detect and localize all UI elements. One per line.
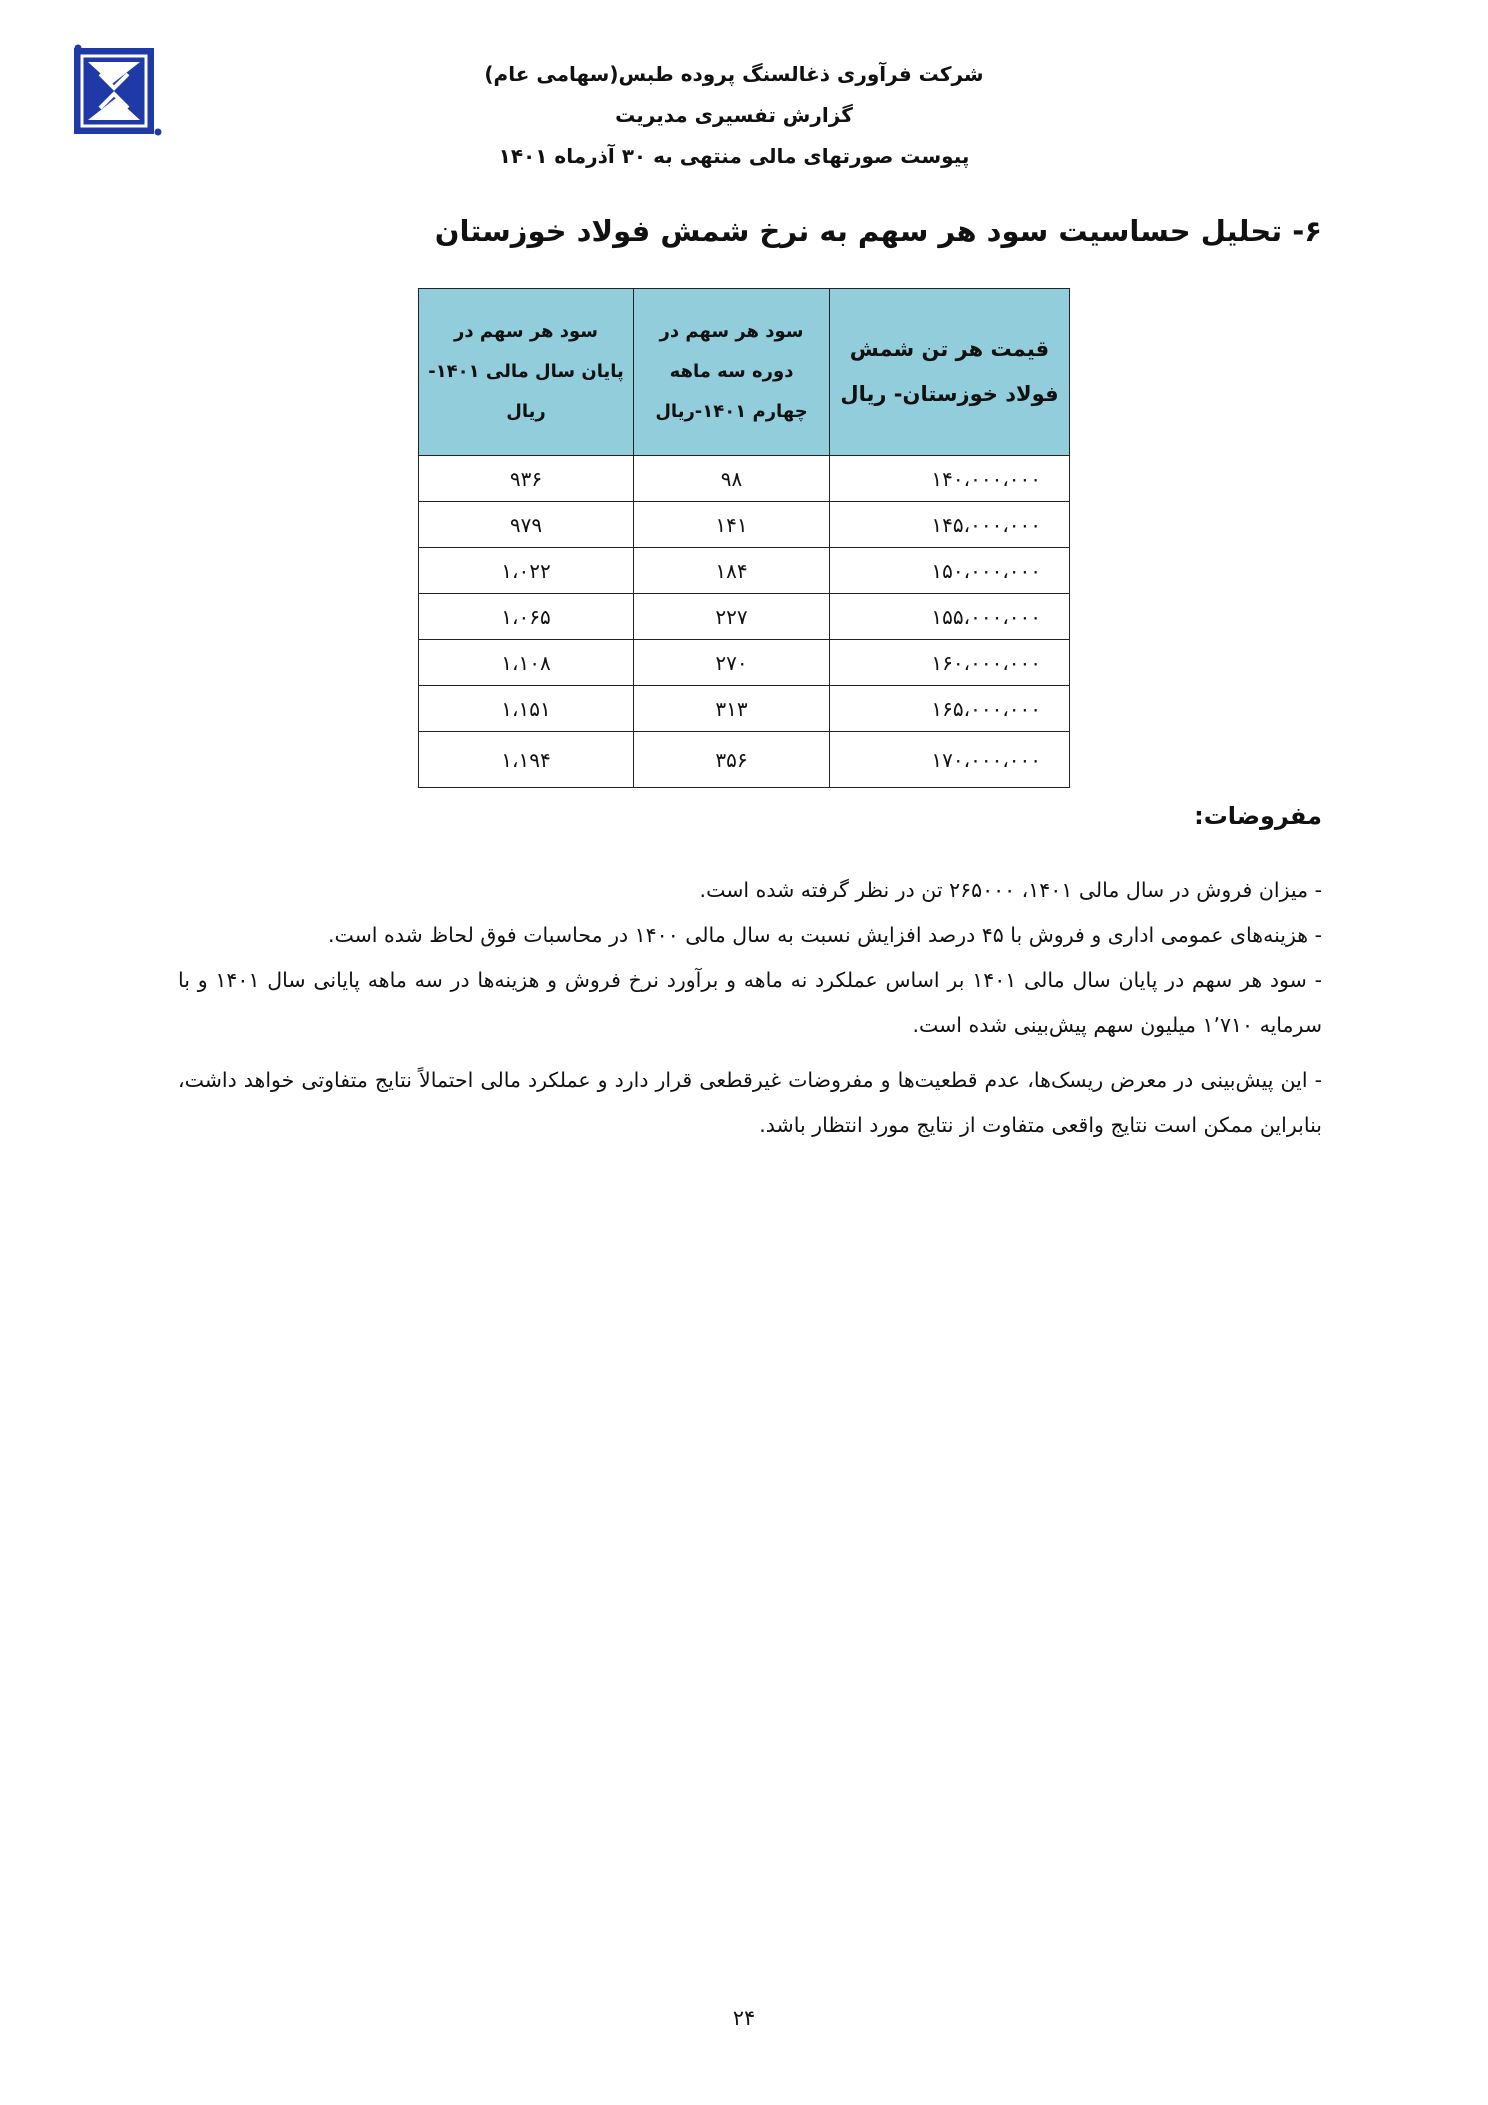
note-paragraph: - این پیش‌بینی در معرض ریسک‌ها، عدم قطعیت‌ها و مفروضات غیرقطعی قرار دارد و عملکرد مالی احتمالاً نتایج متفاوتی خواهد داشت، بنابراین ممکن است نتایج واقعی متفاوت از نتایج مورد انتظار باشد.	[178, 1068, 1322, 1137]
table-row	[419, 502, 1070, 548]
eps-q4-cell: ۳۱۳	[634, 686, 830, 732]
header-eps-q4: سود هر سهم در دوره سه ماهه چهارم ۱۴۰۱-ریال	[634, 289, 830, 456]
table-row	[419, 548, 1070, 594]
table-row	[419, 640, 1070, 686]
eps-year-cell: ۱،۱۵۱	[419, 686, 634, 732]
eps-q4-cell: ۲۷۰	[634, 640, 830, 686]
table-row	[419, 456, 1070, 502]
table-row	[419, 594, 1070, 640]
price-cell: ۱۶۵،۰۰۰،۰۰۰	[830, 686, 1070, 732]
price-cell: ۱۷۰،۰۰۰،۰۰۰	[830, 732, 1070, 788]
report-title: گزارش تفسیری مدیریت	[615, 103, 853, 127]
document-header	[360, 54, 1108, 177]
eps-year-cell: ۹۷۹	[419, 502, 634, 548]
eps-q4-cell: ۳۵۶	[634, 732, 830, 788]
price-cell: ۱۵۵،۰۰۰،۰۰۰	[830, 594, 1070, 640]
note-paragraph: - میزان فروش در سال مالی ۱۴۰۱، ۲۶۵۰۰۰ تن در نظر گرفته شده است.	[699, 878, 1322, 902]
eps-year-cell: ۱،۰۶۵	[419, 594, 634, 640]
eps-year-cell: ۱،۱۰۸	[419, 640, 634, 686]
price-cell: ۱۶۰،۰۰۰،۰۰۰	[830, 640, 1070, 686]
eps-year-cell: ۱،۱۹۴	[419, 732, 634, 788]
table-row	[419, 732, 1070, 788]
sensitivity-table	[418, 288, 1070, 788]
table-header-row	[419, 289, 1070, 456]
price-cell: ۱۵۰،۰۰۰،۰۰۰	[830, 548, 1070, 594]
table-row	[419, 686, 1070, 732]
assumptions-notes	[178, 868, 1322, 1148]
price-cell: ۱۴۵،۰۰۰،۰۰۰	[830, 502, 1070, 548]
assumptions-title: مفروضات:	[1194, 802, 1322, 830]
eps-q4-cell: ۱۸۴	[634, 548, 830, 594]
eps-q4-cell: ۹۸	[634, 456, 830, 502]
note-paragraph: - هزینه‌های عمومی اداری و فروش با ۴۵ درصد افزایش نسبت به سال مالی ۱۴۰۰ در محاسبات فوق لحاظ شده است.	[327, 923, 1322, 947]
page-number: ۲۴	[732, 2006, 756, 2030]
report-subtitle: پیوست صورتهای مالی منتهی به ۳۰ آذرماه ۱۴۰۱	[498, 144, 970, 168]
section-title: ۶- تحلیل حساسیت سود هر سهم به نرخ شمش فولاد خوزستان	[434, 214, 1322, 248]
company-name: شرکت فرآوری ذغالسنگ پروده طبس(سهامی عام)	[484, 62, 984, 86]
price-cell: ۱۴۰،۰۰۰،۰۰۰	[830, 456, 1070, 502]
company-logo-icon	[74, 44, 162, 138]
header-steel-price: قیمت هر تن شمش فولاد خوزستان- ریال	[830, 289, 1070, 456]
header-eps-year: سود هر سهم در پایان سال مالی ۱۴۰۱- ریال	[419, 289, 634, 456]
note-paragraph: - سود هر سهم در پایان سال مالی ۱۴۰۱ بر اساس عملکرد نه ماهه و برآورد نرخ فروش و هزینه‌ها در سه ماهه پایانی سال ۱۴۰۱ و با سرمایه ۱٬۷۱۰ میلیون سهم پیش‌بینی شده است.	[178, 968, 1322, 1037]
eps-q4-cell: ۲۲۷	[634, 594, 830, 640]
eps-year-cell: ۱،۰۲۲	[419, 548, 634, 594]
eps-year-cell: ۹۳۶	[419, 456, 634, 502]
eps-q4-cell: ۱۴۱	[634, 502, 830, 548]
